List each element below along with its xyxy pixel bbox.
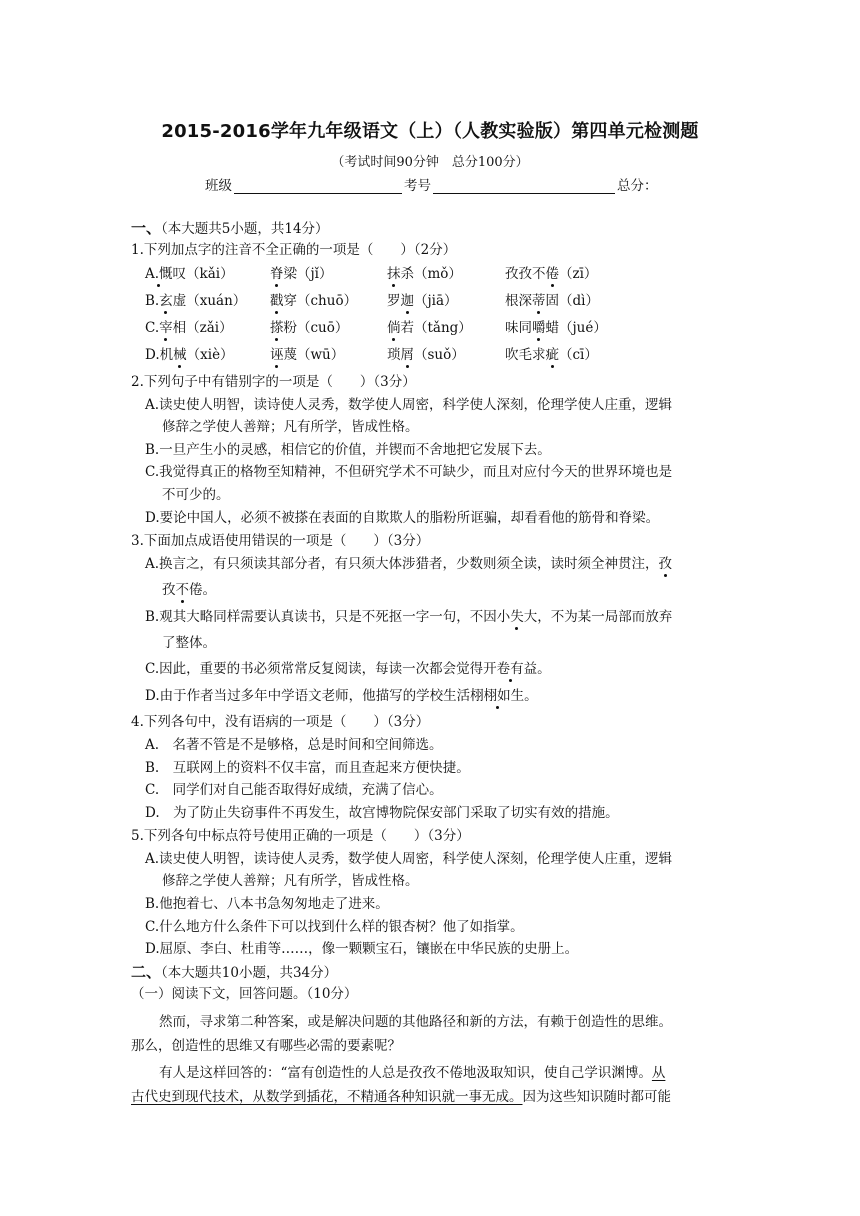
exam-subtitle: （考试时间90分钟 总分100分） (331, 155, 529, 170)
part1-header (131, 221, 329, 237)
student-info-line (205, 174, 658, 194)
passage-paragraph-2-line2: 古代史到现代技术，从数学到插花，不精通各种知识就一事无成。因为这些知识随时都可能 (131, 1089, 671, 1105)
q1-option-b: B.玄虚（xuán） 戳穿（chuō） 罗迦（jiā） 根深蒂固（dì） (145, 293, 599, 309)
q2-option-d: D.要论中国人，必须不被搽在表面的自欺欺人的脂粉所诓骗，却看看他的筋骨和脊梁。 (145, 510, 660, 526)
q3-option-c: C.因此，重要的书必须常常反复阅读，每读一次都会觉得开卷有益。 (145, 661, 551, 677)
q1-stem: 1.下列加点字的注音不全正确的一项是（ ）（2分） (131, 242, 457, 258)
q3-option-b-line2: 了整体。 (162, 635, 216, 651)
class-label: 班级 (205, 178, 232, 194)
passage-paragraph-1-line1: 然而，寻求第二种答案，或是解决问题的其他路径和新的方法，有赖于创造性的思维。 (159, 1014, 672, 1030)
q2-stem: 2.下列句子中有错别字的一项是（ ）（3分） (131, 374, 416, 390)
page-title: 2015-2016学年九年级语文（上）（人教实验版）第四单元检测题 (161, 121, 699, 142)
exam-number-field[interactable] (433, 179, 615, 194)
q4-option-a: A. 名著不管是不是够格，总是时间和空间筛选。 (145, 737, 443, 753)
q5-option-d: D.屈原、李白、杜甫等……，像一颗颗宝石，镶嵌在中华民族的史册上。 (145, 941, 579, 957)
score-label: 总分： (617, 178, 658, 194)
underlined-sentence: 古代史到现代技术，从数学到插花，不精通各种知识就一事无成。 (131, 1089, 523, 1105)
part2-description: （本大题共10小题，共34分） (161, 965, 338, 981)
q4-option-d: D. 为了防止失窃事件不再发生，故宫博物院保安部门采取了切实有效的措施。 (145, 805, 619, 821)
q2-option-c-line1: C.我觉得真正的格物至知精神，不但研究学术不可缺少，而且对应付今天的世界环境也是 (145, 464, 673, 480)
q3-option-b-line1: B.观其大略同样需要认真读书，只是不死抠一字一句，不因小失大，不为某一局部而放弃 (145, 609, 673, 625)
part2-header (131, 965, 337, 981)
number-label: 考号 (404, 178, 431, 194)
part2-number: 二、 (131, 963, 162, 981)
passage-paragraph-2-line1: 有人是这样回答的：“富有创造性的人总是孜孜不倦地汲取知识，使自己学识渊博。从 (159, 1065, 666, 1081)
part1-number: 一、 (131, 219, 162, 237)
q1-option-d: D.机械（xiè） 诬蔑（wū） 琐屑（suǒ） 吹毛求疵（cī） (145, 347, 598, 363)
q3-stem: 3.下面加点成语使用错误的一项是（ ）（3分） (131, 533, 430, 549)
q1-option-c: C.宰相（zǎi） 搽粉（cuō） 倘若（tǎng） 味同嚼蜡（jué） (145, 320, 607, 336)
q5-option-a-line2: 修辞之学使人善辩；凡有所学，皆成性格。 (162, 873, 419, 889)
part1-description: （本大题共5小题，共14分） (161, 221, 329, 237)
q2-option-a-line1: A.读史使人明智，读诗使人灵秀，数学使人周密，科学使人深刻，伦理学使人庄重，逻辑 (145, 397, 673, 413)
passage-paragraph-1-line2: 那么，创造性的思维又有哪些必需的要素呢？ (131, 1038, 401, 1054)
q2-option-a-line2: 修辞之学使人善辩；凡有所学，皆成性格。 (162, 419, 419, 435)
q5-stem: 5.下列各句中标点符号使用正确的一项是（ ）（3分） (131, 828, 470, 844)
q4-option-b: B. 互联网上的资料不仅丰富，而且查起来方便快捷。 (145, 760, 470, 776)
q5-option-a-line1: A.读史使人明智，读诗使人灵秀，数学使人周密，科学使人深刻，伦理学使人庄重，逻辑 (145, 851, 673, 867)
q2-option-b: B.一旦产生小的灵感，相信它的价值，并锲而不舍地把它发展下去。 (145, 442, 551, 458)
underlined-sentence-start: 从 (651, 1065, 666, 1081)
q2-option-c-line2: 不可少的。 (162, 487, 230, 503)
reading-section-1-instruction: （一）阅读下文，回答问题。（10分） (131, 986, 358, 1002)
q5-option-c: C.什么地方什么条件下可以找到什么样的银杏树？他了如指掌。 (145, 919, 524, 935)
q3-option-a-line2: 孜不倦。 (162, 582, 216, 598)
q4-option-c: C. 同学们对自己能否取得好成绩，充满了信心。 (145, 782, 443, 798)
q3-option-d: D.由于作者当过多年中学语文老师，他描写的学校生活栩栩如生。 (145, 688, 538, 704)
q5-option-b: B.他抱着七、八本书急匆匆地走了进来。 (145, 896, 389, 912)
q3-option-a-line1: A.换言之，有只须读其部分者，有只须大体涉猎者，少数则须全读，读时须全神贯注，孜 (145, 556, 673, 572)
q1-option-a: A.慨叹（kǎi） 脊梁（jǐ） 抹杀（mǒ） 孜孜不倦（zī） (145, 266, 598, 282)
q4-stem: 4.下列各句中，没有语病的一项是（ ）（3分） (131, 714, 430, 730)
class-field[interactable] (234, 179, 402, 194)
